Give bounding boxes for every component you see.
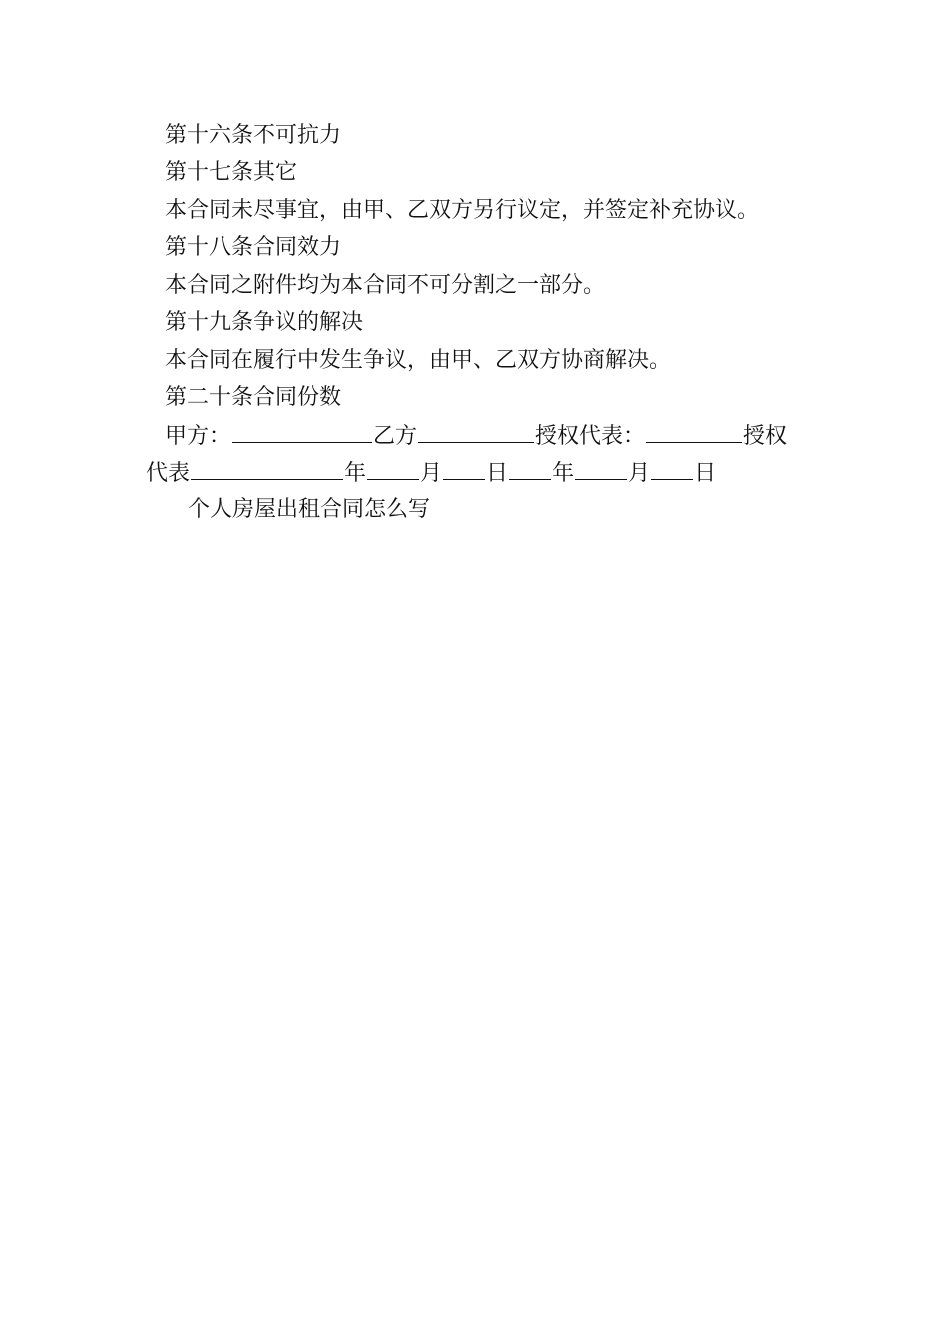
year-1-blank[interactable] bbox=[367, 457, 419, 480]
party-b-label: 乙方 bbox=[373, 424, 418, 449]
article-19-heading: 第十九条争议的解决 bbox=[165, 310, 364, 335]
article-19-body: 本合同在履行中发生争议，由甲、乙双方协商解决。 bbox=[165, 348, 672, 373]
party-a-label: 甲方： bbox=[165, 424, 232, 449]
month-2-blank[interactable] bbox=[651, 457, 693, 480]
day-label-1: 日 bbox=[486, 461, 509, 486]
article-17-body: 本合同未尽事宜，由甲、乙双方另行议定，并签定补充协议。 bbox=[165, 198, 760, 223]
article-18-heading: 第十八条合同效力 bbox=[165, 235, 342, 260]
year-2-blank[interactable] bbox=[575, 457, 627, 480]
month-1-blank[interactable] bbox=[443, 457, 485, 480]
article-20-heading: 第二十条合同份数 bbox=[165, 385, 342, 410]
auth-rep-2-blank[interactable] bbox=[191, 457, 343, 480]
party-b-blank[interactable] bbox=[418, 420, 534, 443]
signature-line-1 bbox=[165, 420, 787, 452]
auth-rep-label-1: 授权代表： bbox=[535, 424, 646, 449]
month-label-2: 月 bbox=[628, 461, 651, 486]
year-label-1: 年 bbox=[344, 461, 367, 486]
day-label-2: 日 bbox=[694, 461, 717, 486]
auth-rep-label-2-part2: 代表 bbox=[146, 461, 191, 486]
day-1-blank[interactable] bbox=[509, 457, 551, 480]
auth-rep-1-blank[interactable] bbox=[646, 420, 742, 443]
article-17-heading: 第十七条其它 bbox=[165, 160, 298, 185]
party-a-blank[interactable] bbox=[232, 420, 372, 443]
footer-title: 个人房屋出租合同怎么写 bbox=[188, 497, 431, 522]
year-label-2: 年 bbox=[552, 461, 575, 486]
article-18-body: 本合同之附件均为本合同不可分割之一部分。 bbox=[165, 273, 606, 298]
auth-rep-label-2-part1: 授权 bbox=[743, 424, 788, 449]
signature-line-2 bbox=[146, 457, 716, 489]
month-label-1: 月 bbox=[420, 461, 443, 486]
article-16-heading: 第十六条不可抗力 bbox=[165, 123, 342, 148]
